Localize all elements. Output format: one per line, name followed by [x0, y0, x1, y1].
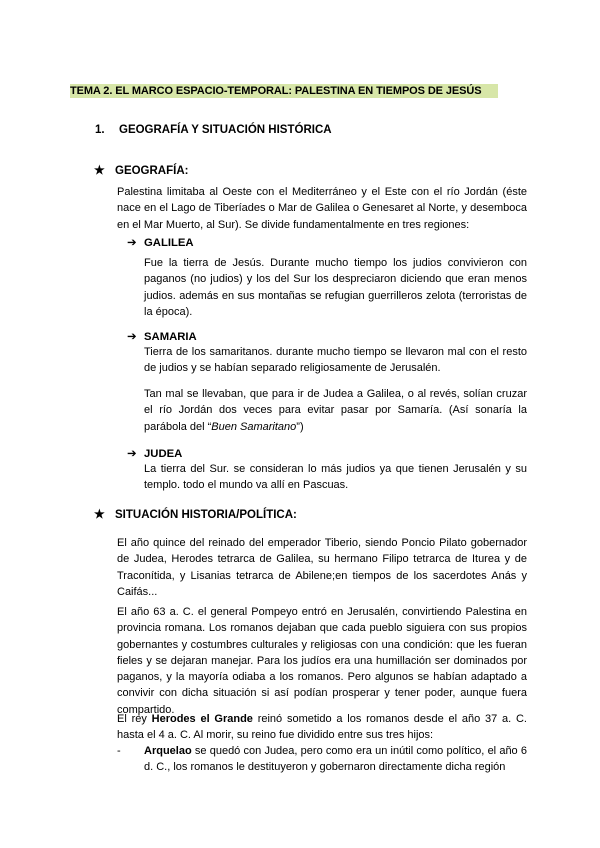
text-run: reinó sometido a los romanos desde el año 37 a. C. hasta el 4 a. C. Al morir, su reino fue dividido entre sus tres hijos:	[117, 713, 527, 742]
geografia-heading-text: GEOGRAFÍA:	[115, 165, 189, 177]
section-number: 1.	[95, 124, 105, 136]
arrow-right-icon: ➔	[127, 331, 137, 343]
text-run: El rey	[117, 713, 152, 725]
historia-heading	[94, 507, 297, 521]
region-heading-samaria	[127, 330, 197, 343]
bold-run: Arquelao	[144, 745, 192, 757]
star-bullet-icon: ★	[94, 163, 105, 177]
text-run: ”)	[296, 420, 304, 433]
region-text-samaria: Tierra de los samaritanos. durante mucho tiempo se llevaron mal con el resto de judios y se habían separado religiosamente de Jerusalén.	[144, 346, 527, 375]
section-heading	[95, 124, 332, 136]
region-heading-galilea	[127, 236, 194, 249]
text-run: se quedó con Judea, pero como era un inútil como político, el año 6 d. C., los romanos le destituyeron y gobernaron directamente dicha región	[144, 745, 527, 774]
section-heading-text: GEOGRAFÍA Y SITUACIÓN HISTÓRICA	[119, 124, 332, 136]
page-title: TEMA 2. EL MARCO ESPACIO-TEMPORAL: PALESTINA EN TIEMPOS DE JESÚS	[70, 84, 498, 98]
dash-bullet: -	[117, 745, 121, 757]
arrow-right-icon: ➔	[127, 237, 137, 249]
region-name: SAMARIA	[144, 331, 197, 343]
geografia-heading	[94, 163, 188, 177]
region-text-samaria-2	[144, 386, 527, 435]
region-name: JUDEA	[144, 448, 183, 460]
arrow-right-icon: ➔	[127, 448, 137, 460]
region-name: GALILEA	[144, 237, 194, 249]
star-bullet-icon: ★	[94, 507, 105, 521]
text-run: Tan mal se llevaban, que para ir de Judea a Galilea, o al revés, solían cruzar el río Jordán dos veces para evitar pasar por Samaría. (Así sonaría la parábola del “	[144, 388, 527, 433]
region-text-galilea: Fue la tierra de Jesús. Durante mucho tiempo los judios convivieron con paganos (no judios) y los del Sur los despreciaron diciendo que eran menos judios. además en sus montañas se refugian guerrilleros zelota (terroristas de la época).	[144, 257, 527, 318]
list-item	[117, 743, 527, 776]
historia-paragraph-1: El año quince del reinado del emperador Tiberio, siendo Poncio Pilato gobernador de Judea, Herodes tetrarca de Galilea, su hermano Filipo tetrarca de Iturea y de Traconítida, y Lisanias tetrarca de Abilene;en tiempos de los sacerdotes Anás y Caifás...	[117, 537, 527, 598]
region-text-judea: La tierra del Sur. se consideran lo más judios ya que tienen Jerusalén y su templo. todo el mundo va allí en Pascuas.	[144, 463, 527, 492]
geografia-intro: Palestina limitaba al Oeste con el Mediterráneo y el Este con el río Jordán (éste nace en el Lago de Tiberíades o Mar de Galilea o Genesaret al Norte, y desemboca en el Mar Muerto, al Sur). Se divide fundamentalmente en tres regiones:	[117, 186, 527, 231]
historia-paragraph-2: El año 63 a. C. el general Pompeyo entró en Jerusalén, convirtiendo Palestina en provincia romana. Los romanos dejaban que cada pueblo siguiera con sus propios gobernantes y costumbres culturales y religiosas con una condición: que les fueran fieles y se dejaran manejar. Para los judíos era una humillación ser dominados por paganos, y la mayoría odiaba a los romanos. Pero algunos se habían adaptado a convivir con dicha situación si así podían prosperar y tener poder, aunque fuera compartido.	[117, 606, 527, 716]
historia-heading-text: SITUACIÓN HISTORIA/POLÍTICA:	[115, 509, 297, 521]
bold-run: Herodes el Grande	[151, 713, 253, 725]
historia-paragraph-3	[117, 711, 527, 744]
italic-run: Buen Samaritano	[211, 420, 297, 433]
region-heading-judea	[127, 447, 182, 460]
